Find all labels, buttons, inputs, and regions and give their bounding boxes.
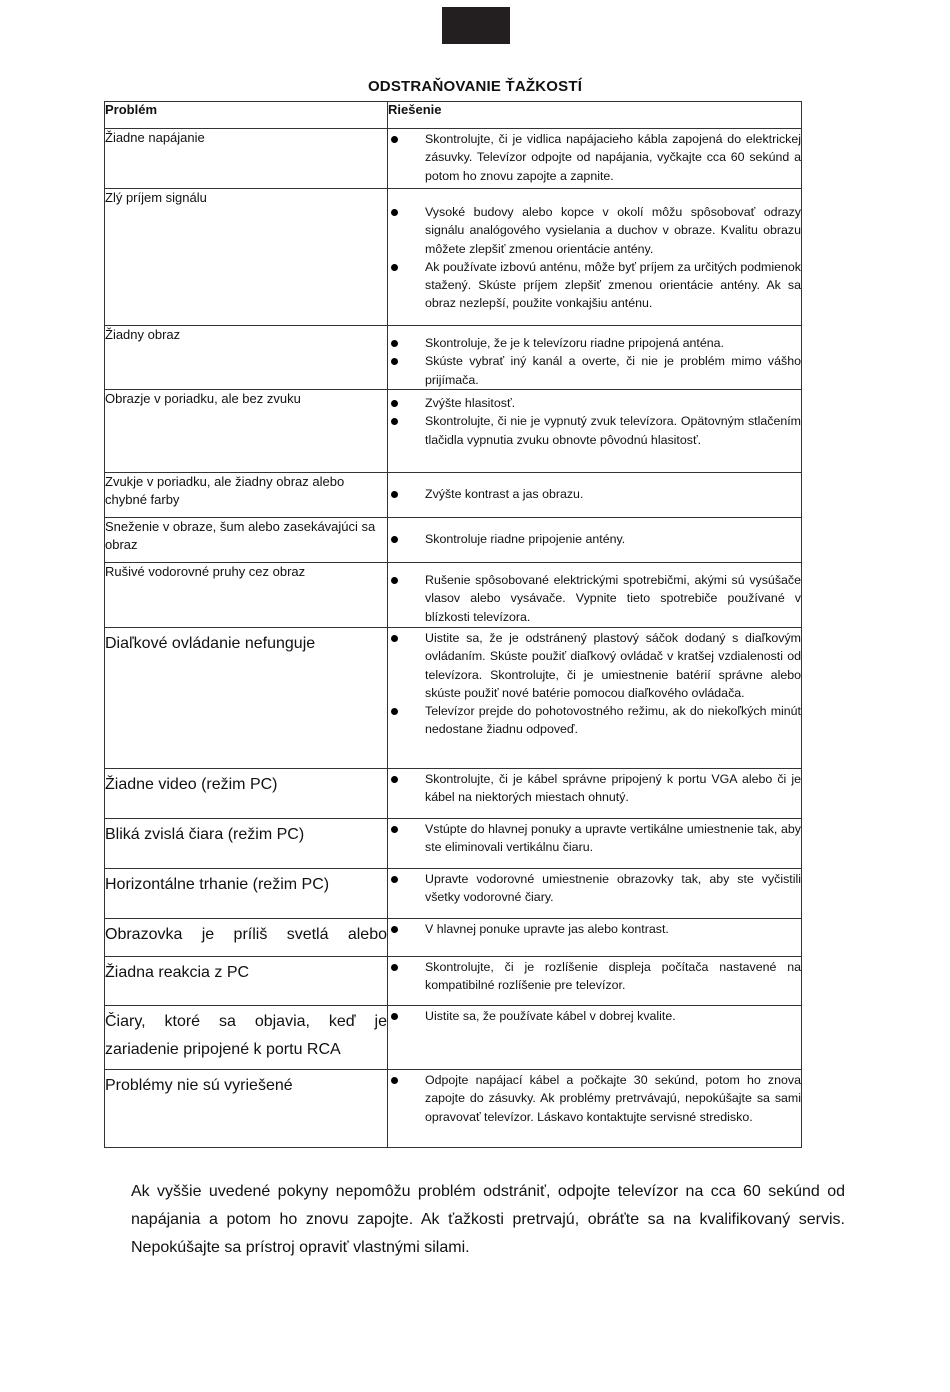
problem-cell: Horizontálne trhanie (režim PC)	[105, 869, 388, 919]
column-header-problem: Problém	[105, 102, 388, 129]
solution-item: Skontroluje, že je k televízoru riadne pripojená anténa.	[388, 334, 801, 352]
problem-cell	[105, 1006, 388, 1070]
table-row	[105, 1006, 802, 1070]
solution-cell	[388, 628, 802, 769]
solution-item: Vysoké budovy alebo kopce v okolí môžu spôsobovať odrazy signálu analógového vysielania a duchov v obraze. Kvalitu obrazu môžete zlepšiť zmenou orientácie antény.	[388, 203, 801, 258]
table-row	[105, 869, 802, 919]
solution-item: Skontrolujte, či je vidlica napájacieho kábla zapojená do elektrickej zásuvky. Televízor odpojte od napájania, vyčkajte cca 60 sekúnd a potom ho znovu zapojte a zapnite.	[388, 130, 801, 185]
solution-item: Skúste vybrať iný kanál a overte, či nie je problém mimo vášho prijímača.	[388, 352, 801, 389]
solution-cell	[388, 1070, 802, 1148]
table-row	[105, 919, 802, 957]
solution-cell	[388, 869, 802, 919]
column-header-solution: Riešenie	[388, 102, 802, 129]
solution-cell	[388, 957, 802, 1006]
table-row	[105, 189, 802, 326]
problem-cell: Rušivé vodorovné pruhy cez obraz	[105, 563, 388, 628]
troubleshooting-table	[104, 101, 802, 1148]
table-row	[105, 1070, 802, 1148]
table-row	[105, 129, 802, 189]
solution-cell	[388, 1006, 802, 1070]
table-row	[105, 473, 802, 518]
problem-cell: Zlý príjem signálu	[105, 189, 388, 326]
table-row	[105, 518, 802, 563]
table-header-row	[105, 102, 802, 129]
solution-cell	[388, 326, 802, 390]
problem-cell: Obrazje v poriadku, ale bez zvuku	[105, 390, 388, 473]
solution-cell	[388, 473, 802, 518]
solution-cell	[388, 189, 802, 326]
solution-item: Zvýšte kontrast a jas obrazu.	[388, 485, 801, 503]
problem-cell: Obrazovka je príliš svetlá alebo	[105, 919, 388, 957]
problem-cell: Diaľkové ovládanie nefunguje	[105, 628, 388, 769]
solution-item: Vstúpte do hlavnej ponuky a upravte vertikálne umiestnenie tak, aby ste eliminovali vertikálnu čiaru.	[388, 820, 801, 857]
solution-item: Televízor prejde do pohotovostného režimu, ak do niekoľkých minút nedostane žiadnu odpoveď.	[388, 702, 801, 739]
solution-item: V hlavnej ponuke upravte jas alebo kontrast.	[388, 920, 801, 938]
table-row	[105, 769, 802, 819]
problem-text: Čiary, ktoré sa objavia, keď je zariadenie pripojené k portu RCA	[105, 1013, 387, 1058]
solution-item: Uistite sa, že je odstránený plastový sáčok dodaný s diaľkovým ovládaním. Skúste použiť diaľkový ovládač v kratšej vzdialenosti od televízora. Skontrolujte, či je umiestnenie batérií správne alebo skúste použiť nové batérie pomocou diaľkového ovládača.	[388, 629, 801, 702]
footer-paragraph: Ak vyššie uvedené pokyny nepomôžu problém odstrániť, odpojte televízor na cca 60 sekúnd od napájania a potom ho znovu zapojte. Ak ťažkosti pretrvajú, obráťte sa na kvalifikovaný servis. Nepokúšajte sa prístroj opraviť vlastnými silami.	[131, 1183, 845, 1256]
solution-item: Upravte vodorovné umiestnenie obrazovky tak, aby ste vyčistili všetky vodorovné čiary.	[388, 870, 801, 907]
problem-cell: Žiadne napájanie	[105, 129, 388, 189]
table-row	[105, 957, 802, 1006]
solution-item: Skontrolujte, či nie je vypnutý zvuk televízora. Opätovným stlačením tlačidla vypnutia zvuku obnovte pôvodnú hlasitosť.	[388, 412, 801, 449]
solution-item: Uistite sa, že používate kábel v dobrej kvalite.	[388, 1007, 801, 1025]
page-title: ODSTRAŇOVANIE ŤAŽKOSTÍ	[367, 78, 583, 95]
solution-item: Skontrolujte, či je kábel správne pripojený k portu VGA alebo či je kábel na niektorých miestach ohnutý.	[388, 770, 801, 807]
table-row	[105, 628, 802, 769]
solution-cell	[388, 769, 802, 819]
problem-cell: Bliká zvislá čiara (režim PC)	[105, 819, 388, 869]
solution-cell	[388, 390, 802, 473]
problem-cell: Žiadny obraz	[105, 326, 388, 390]
solution-item: Rušenie spôsobované elektrickými spotrebičmi, akými sú vysúšače vlasov alebo vysávače. Vypnite tieto spotrebiče používané v blízkosti televízora.	[388, 571, 801, 626]
problem-cell: Problémy nie sú vyriešené	[105, 1070, 388, 1148]
problem-cell: Žiadne video (režim PC)	[105, 769, 388, 819]
solution-cell	[388, 919, 802, 957]
solution-cell	[388, 129, 802, 189]
solution-cell	[388, 518, 802, 563]
table-row	[105, 326, 802, 390]
problem-cell: Sneženie v obraze, šum alebo zasekávajúci sa obraz	[105, 518, 388, 563]
solution-item: Ak používate izbovú anténu, môže byť príjem za určitých podmienok stažený. Skúste príjem zlepšiť zmenou orientácie antény. Ak sa obraz nezlepší, použite vonkajšiu anténu.	[388, 258, 801, 313]
solution-item: Skontrolujte, či je rozlíšenie displeja počítača nastavené na kompatibilné rozlíšenie pre televízor.	[388, 958, 801, 995]
problem-cell: Žiadna reakcia z PC	[105, 957, 388, 1006]
table-row	[105, 563, 802, 628]
header-black-block	[442, 7, 510, 44]
solution-item: Skontroluje riadne pripojenie antény.	[388, 530, 801, 548]
solution-item: Zvýšte hlasitosť.	[388, 394, 801, 412]
solution-cell	[388, 819, 802, 869]
table-row	[105, 819, 802, 869]
table-row	[105, 390, 802, 473]
solution-item: Odpojte napájací kábel a počkajte 30 sekúnd, potom ho znova zapojte do zásuvky. Ak problémy pretrvávajú, nepokúšajte sa sami opravovať televízor. Láskavo kontaktujte servisné stredisko.	[388, 1071, 801, 1126]
problem-cell: Zvukje v poriadku, ale žiadny obraz alebo chybné farby	[105, 473, 388, 518]
solution-cell	[388, 563, 802, 628]
